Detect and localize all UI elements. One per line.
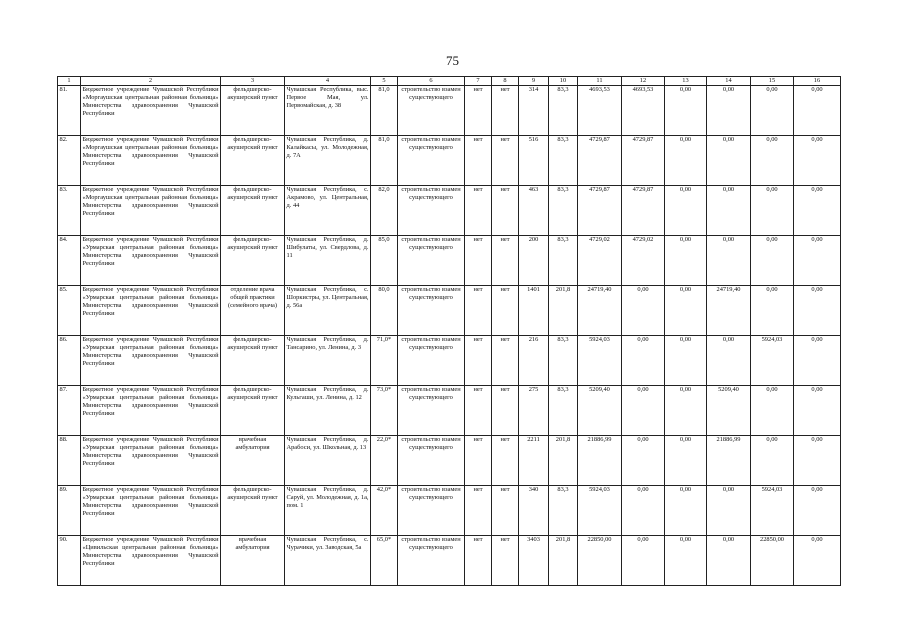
cost-year2: 0,00 (665, 286, 707, 336)
col8-value: нет (492, 536, 519, 586)
facility-address: Чувашская Республика, д. Калайкасы, ул. Молодежная, д. 7А (285, 136, 371, 186)
work-type: строительство взамен существующего (398, 336, 465, 386)
cost-year1: 4729,87 (622, 136, 665, 186)
col7-value: нет (465, 86, 492, 136)
institution-name: Бюджетное учреждение Чувашской Республики «Урмарская центральная районная больница» Министерства здравоохранения Чувашской Республики (81, 336, 221, 386)
cost-year2: 0,00 (665, 86, 707, 136)
row-number: 82. (58, 136, 81, 186)
table-row (58, 286, 841, 336)
cost-year4: 0,00 (751, 86, 794, 136)
table-row (58, 236, 841, 286)
col8-value: нет (492, 386, 519, 436)
area-value: 80,0 (371, 286, 398, 336)
col10-value: 201,8 (549, 436, 578, 486)
row-number: 85. (58, 286, 81, 336)
total-cost: 4729,87 (578, 136, 622, 186)
total-cost: 5209,40 (578, 386, 622, 436)
cost-year2: 0,00 (665, 186, 707, 236)
population-value: 216 (519, 336, 549, 386)
total-cost: 5924,03 (578, 486, 622, 536)
col8-value: нет (492, 486, 519, 536)
cost-year2: 0,00 (665, 536, 707, 586)
row-number: 87. (58, 386, 81, 436)
cost-year5: 0,00 (794, 536, 841, 586)
row-number: 86. (58, 336, 81, 386)
col8-value: нет (492, 136, 519, 186)
facility-address: Чувашская Республика, с. Акрамово, ул. Центральная, д. 44 (285, 186, 371, 236)
cost-year2: 0,00 (665, 436, 707, 486)
table-row (58, 86, 841, 136)
institution-name: Бюджетное учреждение Чувашской Республики «Моргаушская центральная районная больница» Министерства здравоохранения Чувашской Республики (81, 136, 221, 186)
work-type: строительство взамен существующего (398, 186, 465, 236)
cost-year3: 0,00 (707, 86, 751, 136)
col-num-12: 12 (622, 77, 665, 86)
col-num-5: 5 (371, 77, 398, 86)
facility-type: фельдшерско-акушерский пункт (221, 86, 285, 136)
population-value: 275 (519, 386, 549, 436)
cost-year3: 0,00 (707, 236, 751, 286)
col-num-13: 13 (665, 77, 707, 86)
row-number: 88. (58, 436, 81, 486)
col7-value: нет (465, 536, 492, 586)
facility-address: Чувашская Республика, д. Кульгаши, ул. Ленина, д. 12 (285, 386, 371, 436)
cost-year1: 0,00 (622, 286, 665, 336)
col-num-4: 4 (285, 77, 371, 86)
population-value: 2211 (519, 436, 549, 486)
cost-year5: 0,00 (794, 286, 841, 336)
facility-type: фельдшерско-акушерский пункт (221, 186, 285, 236)
cost-year4: 0,00 (751, 236, 794, 286)
cost-year4: 0,00 (751, 186, 794, 236)
col-num-3: 3 (221, 77, 285, 86)
area-value: 71,0* (371, 336, 398, 386)
cost-year4: 5924,03 (751, 336, 794, 386)
facility-type: врачебная амбулатория (221, 436, 285, 486)
col10-value: 83,3 (549, 136, 578, 186)
col10-value: 83,3 (549, 236, 578, 286)
cost-year3: 24719,40 (707, 286, 751, 336)
col10-value: 83,3 (549, 336, 578, 386)
cost-year1: 0,00 (622, 486, 665, 536)
cost-year1: 4729,87 (622, 186, 665, 236)
cost-year5: 0,00 (794, 486, 841, 536)
area-value: 65,0* (371, 536, 398, 586)
cost-year1: 0,00 (622, 436, 665, 486)
column-number-row (58, 77, 841, 86)
total-cost: 21886,99 (578, 436, 622, 486)
facility-type: фельдшерско-акушерский пункт (221, 386, 285, 436)
cost-year2: 0,00 (665, 336, 707, 386)
cost-year1: 4729,02 (622, 236, 665, 286)
col-num-10: 10 (549, 77, 578, 86)
work-type: строительство взамен существующего (398, 236, 465, 286)
col-num-14: 14 (707, 77, 751, 86)
col8-value: нет (492, 86, 519, 136)
institution-name: Бюджетное учреждение Чувашской Республики «Моргаушская центральная районная больница» Министерства здравоохранения Чувашской Республики (81, 186, 221, 236)
facility-type: врачебная амбулатория (221, 536, 285, 586)
work-type: строительство взамен существующего (398, 536, 465, 586)
col7-value: нет (465, 136, 492, 186)
facility-address: Чувашская Республика, д. Саруй, ул. Молодежная, д. 1а, пом. 1 (285, 486, 371, 536)
facility-address: Чувашская Республика, с. Чурачики, ул. Заводская, 5а (285, 536, 371, 586)
col8-value: нет (492, 436, 519, 486)
col10-value: 201,8 (549, 536, 578, 586)
col8-value: нет (492, 286, 519, 336)
facility-type: отделение врача общей практики (семейного врача) (221, 286, 285, 336)
cost-year2: 0,00 (665, 136, 707, 186)
col7-value: нет (465, 236, 492, 286)
work-type: строительство взамен существующего (398, 486, 465, 536)
total-cost: 5924,03 (578, 336, 622, 386)
area-value: 81,0 (371, 86, 398, 136)
institution-name: Бюджетное учреждение Чувашской Республики «Моргаушская центральная районная больница» Министерства здравоохранения Чувашской Республики (81, 86, 221, 136)
total-cost: 4729,87 (578, 186, 622, 236)
col-num-8: 8 (492, 77, 519, 86)
work-type: строительство взамен существующего (398, 386, 465, 436)
facility-address: Чувашская Республика, выс. Первое Мая, ул. Первомайская, д. 38 (285, 86, 371, 136)
work-type: строительство взамен существующего (398, 136, 465, 186)
page-number: 75 (446, 53, 459, 68)
area-value: 82,0 (371, 186, 398, 236)
institution-name: Бюджетное учреждение Чувашской Республики «Урмарская центральная районная больница» Министерства здравоохранения Чувашской Республики (81, 486, 221, 536)
row-number: 81. (58, 86, 81, 136)
cost-year3: 0,00 (707, 136, 751, 186)
row-number: 90. (58, 536, 81, 586)
cost-year4: 22850,00 (751, 536, 794, 586)
institution-name: Бюджетное учреждение Чувашской Республики «Урмарская центральная районная больница» Министерства здравоохранения Чувашской Республики (81, 436, 221, 486)
table-row (58, 336, 841, 386)
col10-value: 83,3 (549, 186, 578, 236)
total-cost: 4693,53 (578, 86, 622, 136)
population-value: 1401 (519, 286, 549, 336)
cost-year5: 0,00 (794, 236, 841, 286)
col10-value: 201,8 (549, 286, 578, 336)
col-num-11: 11 (578, 77, 622, 86)
col7-value: нет (465, 436, 492, 486)
cost-year5: 0,00 (794, 336, 841, 386)
work-type: строительство взамен существующего (398, 86, 465, 136)
table-row (58, 486, 841, 536)
col8-value: нет (492, 236, 519, 286)
institution-name: Бюджетное учреждение Чувашской Республики «Урмарская центральная районная больница» Министерства здравоохранения Чувашской Республики (81, 386, 221, 436)
row-number: 84. (58, 236, 81, 286)
cost-year4: 0,00 (751, 286, 794, 336)
cost-year5: 0,00 (794, 136, 841, 186)
col10-value: 83,3 (549, 86, 578, 136)
table-row (58, 386, 841, 436)
col7-value: нет (465, 336, 492, 386)
col7-value: нет (465, 386, 492, 436)
population-value: 516 (519, 136, 549, 186)
population-value: 3403 (519, 536, 549, 586)
cost-year3: 5209,40 (707, 386, 751, 436)
population-value: 200 (519, 236, 549, 286)
total-cost: 24719,40 (578, 286, 622, 336)
area-value: 42,0* (371, 486, 398, 536)
cost-year5: 0,00 (794, 436, 841, 486)
col-num-16: 16 (794, 77, 841, 86)
work-type: строительство взамен существующего (398, 286, 465, 336)
area-value: 73,0* (371, 386, 398, 436)
col-num-7: 7 (465, 77, 492, 86)
cost-year2: 0,00 (665, 486, 707, 536)
total-cost: 4729,02 (578, 236, 622, 286)
facility-address: Чувашская Республика, с. Шоркистры, ул. Центральная, д. 56а (285, 286, 371, 336)
table-row (58, 436, 841, 486)
cost-year5: 0,00 (794, 386, 841, 436)
col-num-9: 9 (519, 77, 549, 86)
cost-year3: 21886,99 (707, 436, 751, 486)
area-value: 22,0* (371, 436, 398, 486)
cost-year3: 0,00 (707, 336, 751, 386)
population-value: 463 (519, 186, 549, 236)
col8-value: нет (492, 186, 519, 236)
facilities-table (57, 76, 841, 586)
cost-year3: 0,00 (707, 186, 751, 236)
population-value: 340 (519, 486, 549, 536)
facility-address: Чувашская Республика, д. Шибулаты, ул. Свердлова, д. 11 (285, 236, 371, 286)
col10-value: 83,3 (549, 486, 578, 536)
cost-year3: 0,00 (707, 536, 751, 586)
cost-year1: 0,00 (622, 386, 665, 436)
cost-year4: 0,00 (751, 436, 794, 486)
facility-type: фельдшерско-акушерский пункт (221, 136, 285, 186)
cost-year5: 0,00 (794, 86, 841, 136)
institution-name: Бюджетное учреждение Чувашской Республики «Урмарская центральная районная больница» Министерства здравоохранения Чувашской Республики (81, 236, 221, 286)
col-num-15: 15 (751, 77, 794, 86)
area-value: 85,0 (371, 236, 398, 286)
cost-year3: 0,00 (707, 486, 751, 536)
work-type: строительство взамен существующего (398, 436, 465, 486)
cost-year4: 0,00 (751, 386, 794, 436)
col7-value: нет (465, 286, 492, 336)
cost-year4: 5924,03 (751, 486, 794, 536)
facility-type: фельдшерско-акушерский пункт (221, 486, 285, 536)
table-row (58, 536, 841, 586)
table-row (58, 186, 841, 236)
area-value: 81,0 (371, 136, 398, 186)
col-num-6: 6 (398, 77, 465, 86)
col-num-1: 1 (58, 77, 81, 86)
facility-address: Чувашская Республика, д. Тансарино, ул. Ленина, д. 3 (285, 336, 371, 386)
col7-value: нет (465, 186, 492, 236)
cost-year2: 0,00 (665, 386, 707, 436)
table-row (58, 136, 841, 186)
cost-year5: 0,00 (794, 186, 841, 236)
population-value: 314 (519, 86, 549, 136)
row-number: 89. (58, 486, 81, 536)
facility-type: фельдшерско-акушерский пункт (221, 236, 285, 286)
cost-year1: 0,00 (622, 336, 665, 386)
total-cost: 22850,00 (578, 536, 622, 586)
col-num-2: 2 (81, 77, 221, 86)
cost-year1: 0,00 (622, 536, 665, 586)
col10-value: 83,3 (549, 386, 578, 436)
col7-value: нет (465, 486, 492, 536)
col8-value: нет (492, 336, 519, 386)
facility-address: Чувашская Республика, д. Арабоси, ул. Школьная, д. 13 (285, 436, 371, 486)
institution-name: Бюджетное учреждение Чувашской Республики «Цивильская центральная районная больница» Министерства здравоохранения Чувашской Республики (81, 536, 221, 586)
facility-type: фельдшерско-акушерский пункт (221, 336, 285, 386)
institution-name: Бюджетное учреждение Чувашской Республики «Урмарская центральная районная больница» Министерства здравоохранения Чувашской Республики (81, 286, 221, 336)
cost-year2: 0,00 (665, 236, 707, 286)
cost-year4: 0,00 (751, 136, 794, 186)
cost-year1: 4693,53 (622, 86, 665, 136)
row-number: 83. (58, 186, 81, 236)
